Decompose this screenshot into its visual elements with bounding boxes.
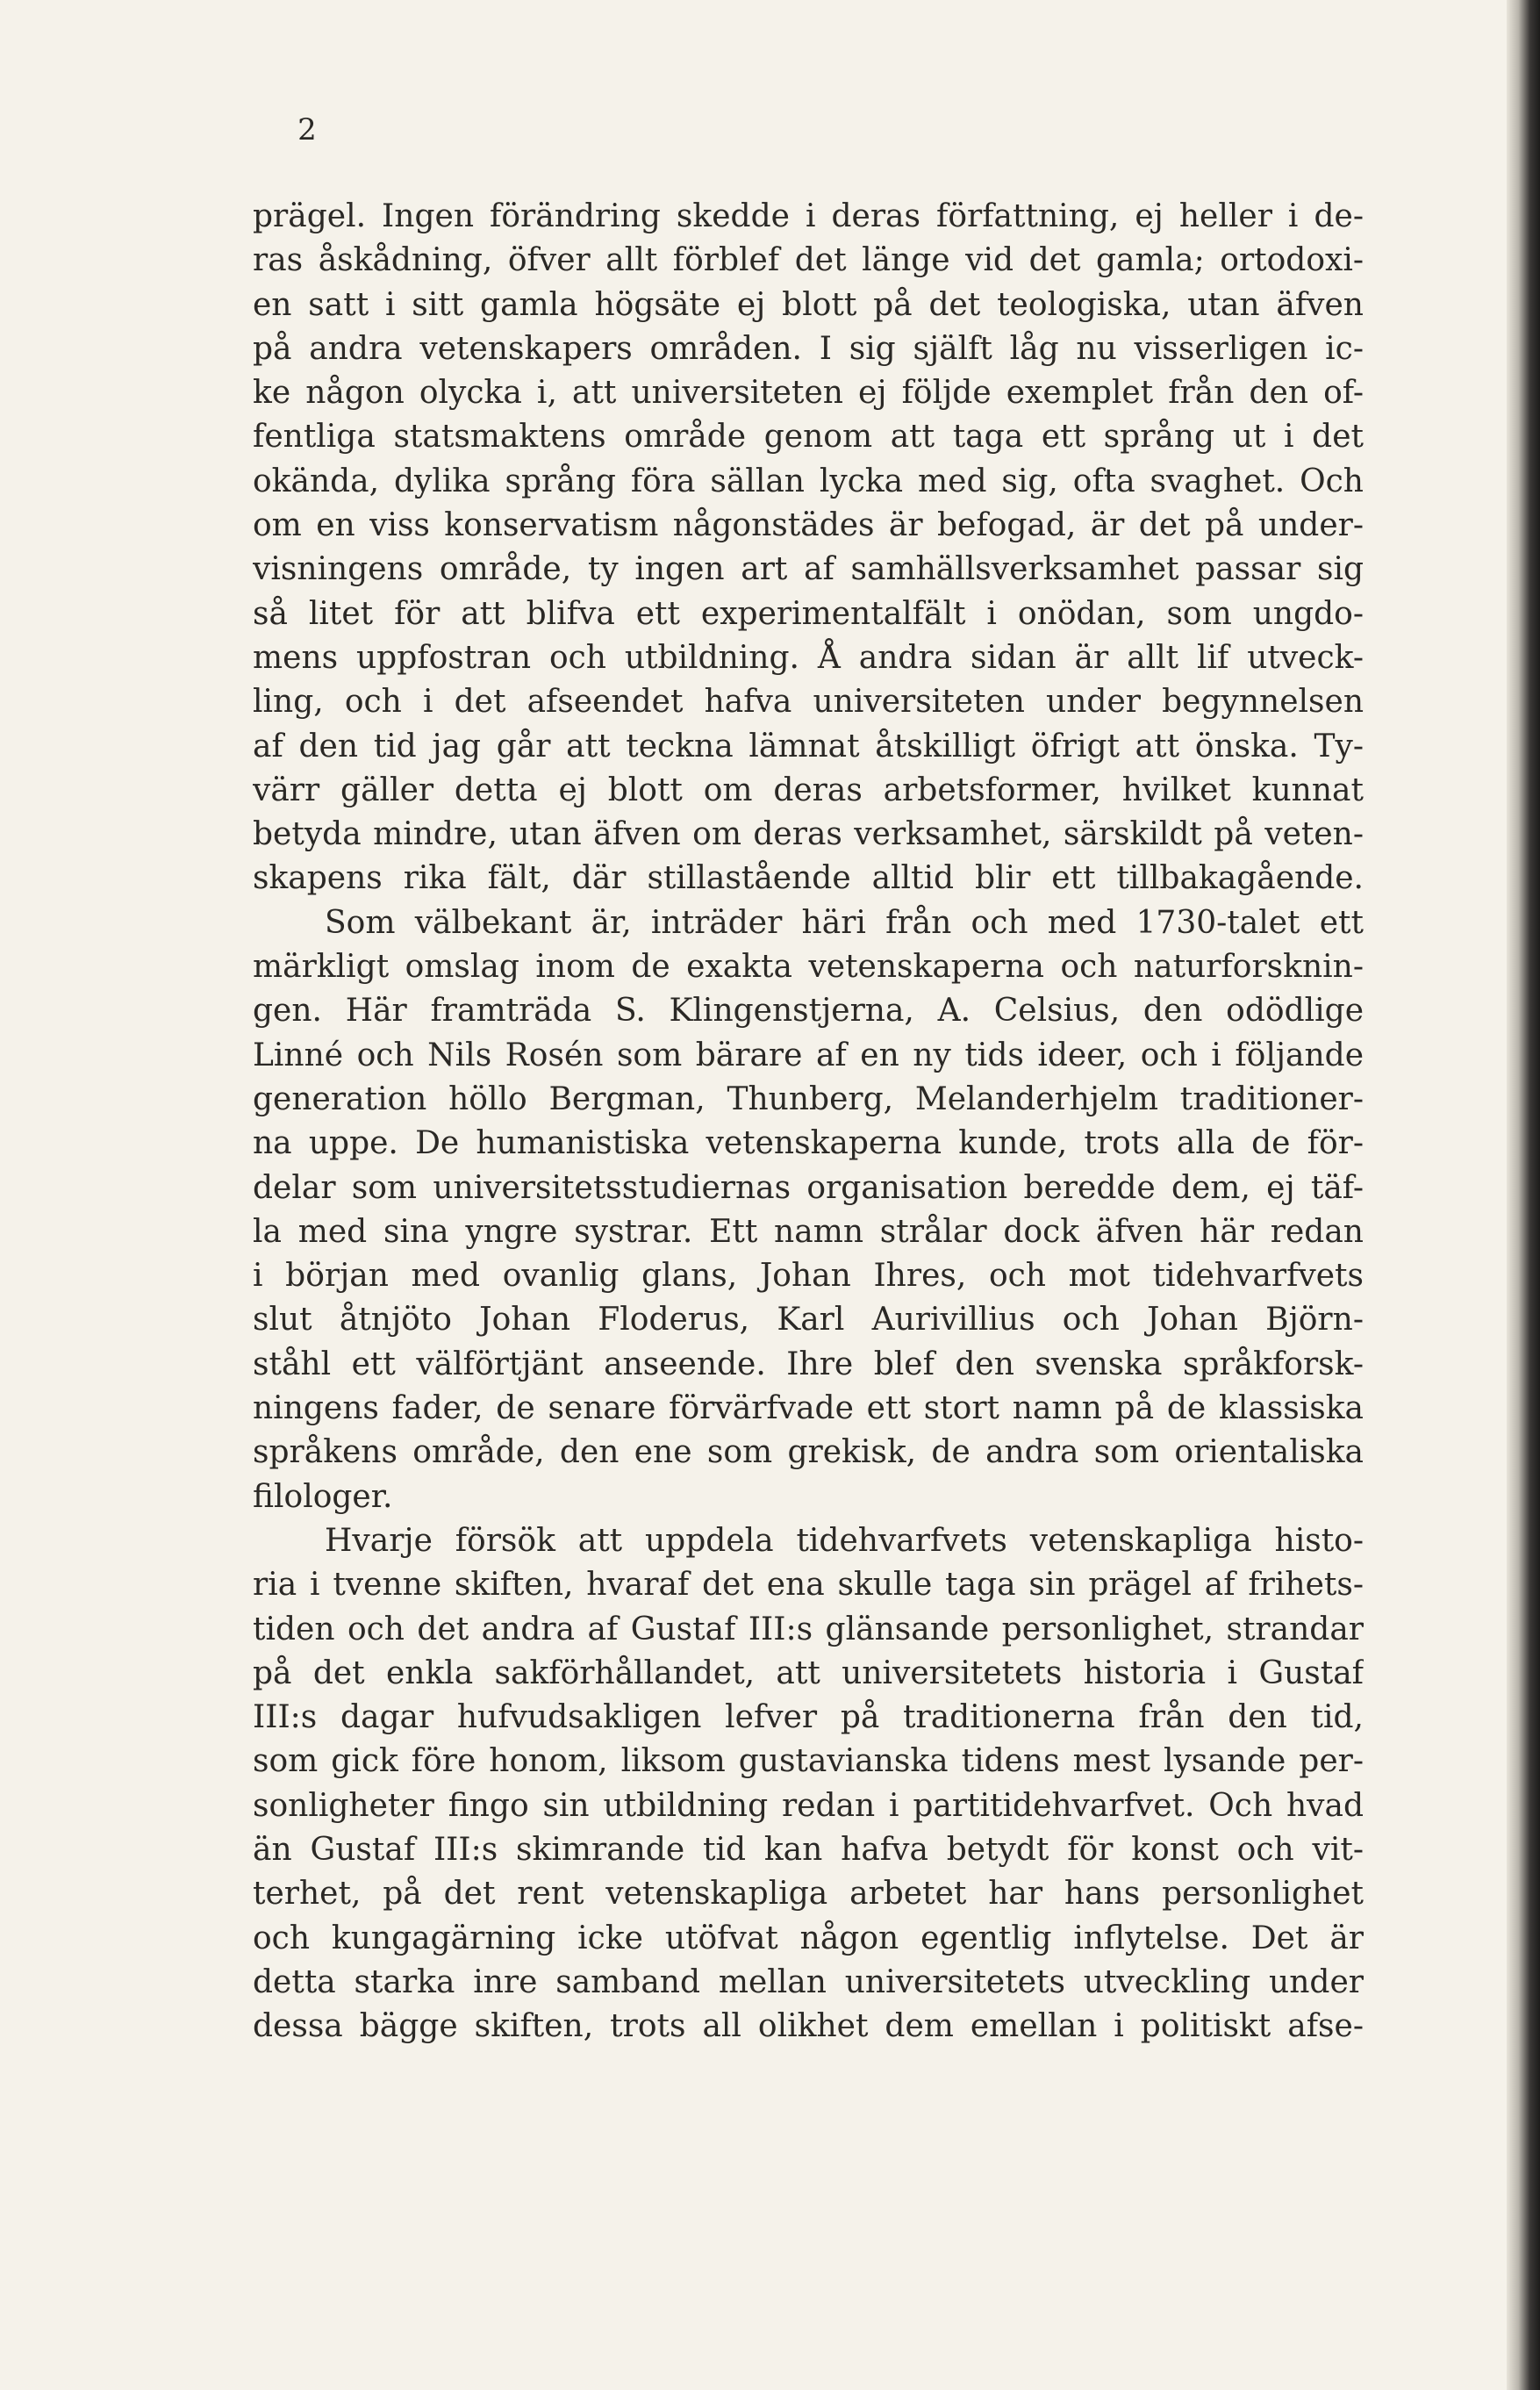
text-line: terhet, på det rent vetenskapliga arbetet har hans personlighet bbox=[253, 1876, 1364, 1913]
text-line: och kungagärning icke utöfvat någon egentlig inflytelse. Det är bbox=[253, 1920, 1364, 1956]
text-line: språkens område, den ene som grekisk, de andra som orientaliska bbox=[253, 1434, 1364, 1471]
text-line: Som välbekant är, inträder häri från och med 1730-talet ett bbox=[325, 904, 1364, 941]
text-line: ling, och i det afseendet hafva universiteten under begynnelsen bbox=[253, 684, 1364, 721]
text-line: ke någon olycka i, att universiteten ej följde exemplet från den of- bbox=[253, 375, 1364, 412]
text-line: dessa bägge skiften, trots all olikhet dem emellan i politiskt afse- bbox=[253, 2008, 1364, 2045]
text-line: prägel. Ingen förändring skedde i deras författning, ej heller i de- bbox=[253, 198, 1364, 234]
text-line: III:s dagar hufvudsakligen lefver på traditionerna från den tid, bbox=[253, 1699, 1364, 1736]
page-number: 2 bbox=[297, 112, 317, 147]
text-line: i början med ovanlig glans, Johan Ihres, och mot tidehvarfvets bbox=[253, 1258, 1364, 1295]
text-line: slut åtnjöto Johan Floderus, Karl Aurivillius och Johan Björn- bbox=[253, 1302, 1364, 1339]
text-line: na uppe. De humanistiska vetenskaperna kunde, trots alla de för- bbox=[253, 1125, 1364, 1162]
text-line: sonligheter fingo sin utbildning redan i partitidehvarfvet. Och hvad bbox=[253, 1787, 1364, 1824]
text-line: märkligt omslag inom de exakta vetenskaperna och naturforsknin- bbox=[253, 949, 1364, 986]
text-line: la med sina yngre systrar. Ett namn strålar dock äfven här redan bbox=[253, 1213, 1364, 1250]
text-line: betyda mindre, utan äfven om deras verksamhet, särskildt på veten- bbox=[253, 816, 1364, 853]
text-line: en satt i sitt gamla högsäte ej blott på det teologiska, utan äfven bbox=[253, 286, 1364, 323]
text-line: filologer. bbox=[253, 1478, 393, 1515]
text-line: på andra vetenskapers områden. I sig själft låg nu visserligen ic- bbox=[253, 330, 1364, 367]
text-line: Hvarje försök att uppdela tidehvarfvets vetenskapliga histo- bbox=[325, 1522, 1364, 1559]
text-line: ras åskådning, öfver allt förblef det länge vid det gamla; ortodoxi- bbox=[253, 242, 1364, 279]
text-line: generation höllo Bergman, Thunberg, Melanderhjelm traditioner- bbox=[253, 1080, 1364, 1117]
text-line: på det enkla sakförhållandet, att universitetets historia i Gustaf bbox=[253, 1654, 1364, 1691]
text-line: om en viss konservatism någonstädes är befogad, är det på under- bbox=[253, 507, 1364, 544]
page-edge-shadow bbox=[1507, 0, 1540, 2390]
text-line: gen. Här framträda S. Klingenstjerna, A. Celsius, den odödlige bbox=[253, 993, 1364, 1030]
text-line: delar som universitetsstudiernas organisation beredde dem, ej täf- bbox=[253, 1169, 1364, 1206]
text-line: fentliga statsmaktens område genom att taga ett språng ut i det bbox=[253, 419, 1364, 456]
text-line: så litet för att blifva ett experimentalfält i onödan, som ungdo- bbox=[253, 595, 1364, 632]
text-line: ståhl ett välförtjänt anseende. Ihre blef den svenska språkforsk- bbox=[253, 1346, 1364, 1382]
text-line: värr gäller detta ej blott om deras arbetsformer, hvilket kunnat bbox=[253, 772, 1364, 808]
text-line: som gick före honom, liksom gustavianska tidens mest lysande per- bbox=[253, 1743, 1364, 1780]
text-line: ningens fader, de senare förvärfvade ett stort namn på de klassiska bbox=[253, 1390, 1364, 1427]
text-line: Linné och Nils Rosén som bärare af en ny tids ideer, och i följande bbox=[253, 1037, 1364, 1073]
text-line: ria i tvenne skiften, hvaraf det ena skulle taga sin prägel af frihets- bbox=[253, 1567, 1364, 1604]
text-line: okända, dylika språng föra sällan lycka med sig, ofta svaghet. Och bbox=[253, 463, 1364, 499]
text-line: af den tid jag går att teckna lämnat åtskilligt öfrigt att önska. Ty- bbox=[253, 728, 1364, 764]
text-line: visningens område, ty ingen art af samhällsverksamhet passar sig bbox=[253, 551, 1364, 588]
text-line: detta starka inre samband mellan universitetets utveckling under bbox=[253, 1963, 1364, 2000]
text-line: mens uppfostran och utbildning. Å andra sidan är allt lif utveck- bbox=[253, 639, 1364, 676]
body-text bbox=[253, 195, 1364, 2049]
text-line: tiden och det andra af Gustaf III:s glänsande personlighet, strandar bbox=[253, 1611, 1364, 1647]
text-line: än Gustaf III:s skimrande tid kan hafva betydt för konst och vit- bbox=[253, 1831, 1364, 1868]
text-line: skapens rika fält, där stillastående alltid blir ett tillbakagående. bbox=[253, 860, 1364, 897]
